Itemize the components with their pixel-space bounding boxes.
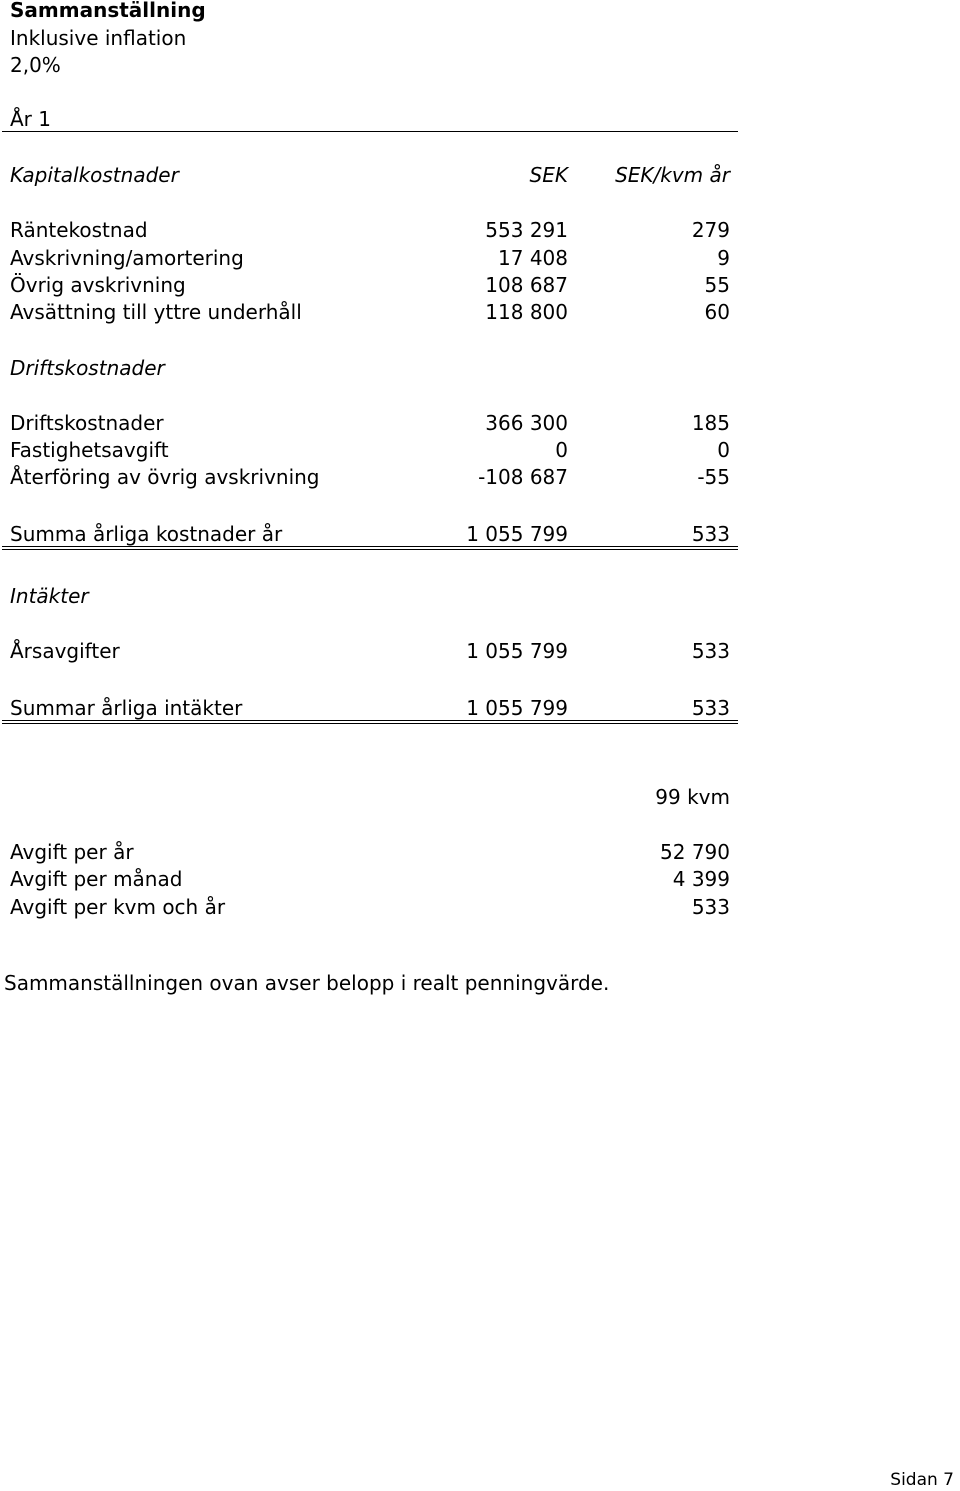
row-label: Avsättning till yttre underhåll (10, 300, 302, 324)
header-divider (2, 131, 738, 132)
row-sek: 118 800 (485, 300, 568, 324)
operating-heading: Driftskostnader (10, 356, 165, 380)
page-title: Sammanställning (10, 0, 206, 22)
year-label: År 1 (10, 107, 51, 131)
total-costs-sqm: 533 (691, 522, 730, 546)
row-label: Övrig avskrivning (10, 273, 186, 297)
fee-label: Avgift per kvm och år (10, 895, 226, 919)
row-sqm: 60 (704, 300, 730, 324)
row-sqm: 55 (704, 273, 730, 297)
column-header-sek-per-sqm: SEK/kvm år (615, 163, 730, 187)
total-costs-label: Summa årliga kostnader år (10, 522, 283, 546)
row-sqm: 185 (691, 411, 730, 435)
column-header-sek: SEK (529, 163, 568, 187)
footnote: Sammanställningen ovan avser belopp i realt penningvärde. (4, 971, 610, 995)
fee-value: 533 (691, 895, 730, 919)
inflation-rate: 2,0% (10, 53, 61, 77)
row-label: Återföring av övrig avskrivning (10, 465, 320, 489)
row-sek: 108 687 (485, 273, 568, 297)
row-label: Avskrivning/amortering (10, 246, 244, 270)
fee-value: 52 790 (660, 840, 730, 864)
total-income-label: Summar årliga intäkter (10, 696, 243, 720)
row-label: Årsavgifter (10, 639, 120, 663)
total-costs-sek: 1 055 799 (466, 522, 568, 546)
row-sek: -108 687 (478, 465, 568, 489)
row-sqm: -55 (697, 465, 730, 489)
row-sqm: 279 (691, 218, 730, 242)
total-costs-underline (2, 546, 738, 550)
fee-label: Avgift per år (10, 840, 134, 864)
fee-value: 4 399 (672, 867, 730, 891)
income-heading: Intäkter (10, 584, 89, 608)
total-income-sqm: 533 (691, 696, 730, 720)
row-label: Driftskostnader (10, 411, 164, 435)
total-income-sek: 1 055 799 (466, 696, 568, 720)
row-sqm: 9 (717, 246, 730, 270)
row-sek: 1 055 799 (466, 639, 568, 663)
row-sqm: 0 (717, 438, 730, 462)
row-sek: 0 (555, 438, 568, 462)
subtitle: Inklusive inflation (10, 26, 187, 50)
row-sek: 553 291 (485, 218, 568, 242)
row-sqm: 533 (691, 639, 730, 663)
total-income-underline (2, 720, 738, 724)
row-sek: 17 408 (498, 246, 568, 270)
page-number: Sidan 7 (890, 1470, 954, 1490)
row-label: Räntekostnad (10, 218, 148, 242)
row-label: Fastighetsavgift (10, 438, 169, 462)
capital-heading: Kapitalkostnader (10, 163, 179, 187)
row-sek: 366 300 (485, 411, 568, 435)
area-label: 99 kvm (655, 785, 730, 809)
fee-label: Avgift per månad (10, 867, 183, 891)
